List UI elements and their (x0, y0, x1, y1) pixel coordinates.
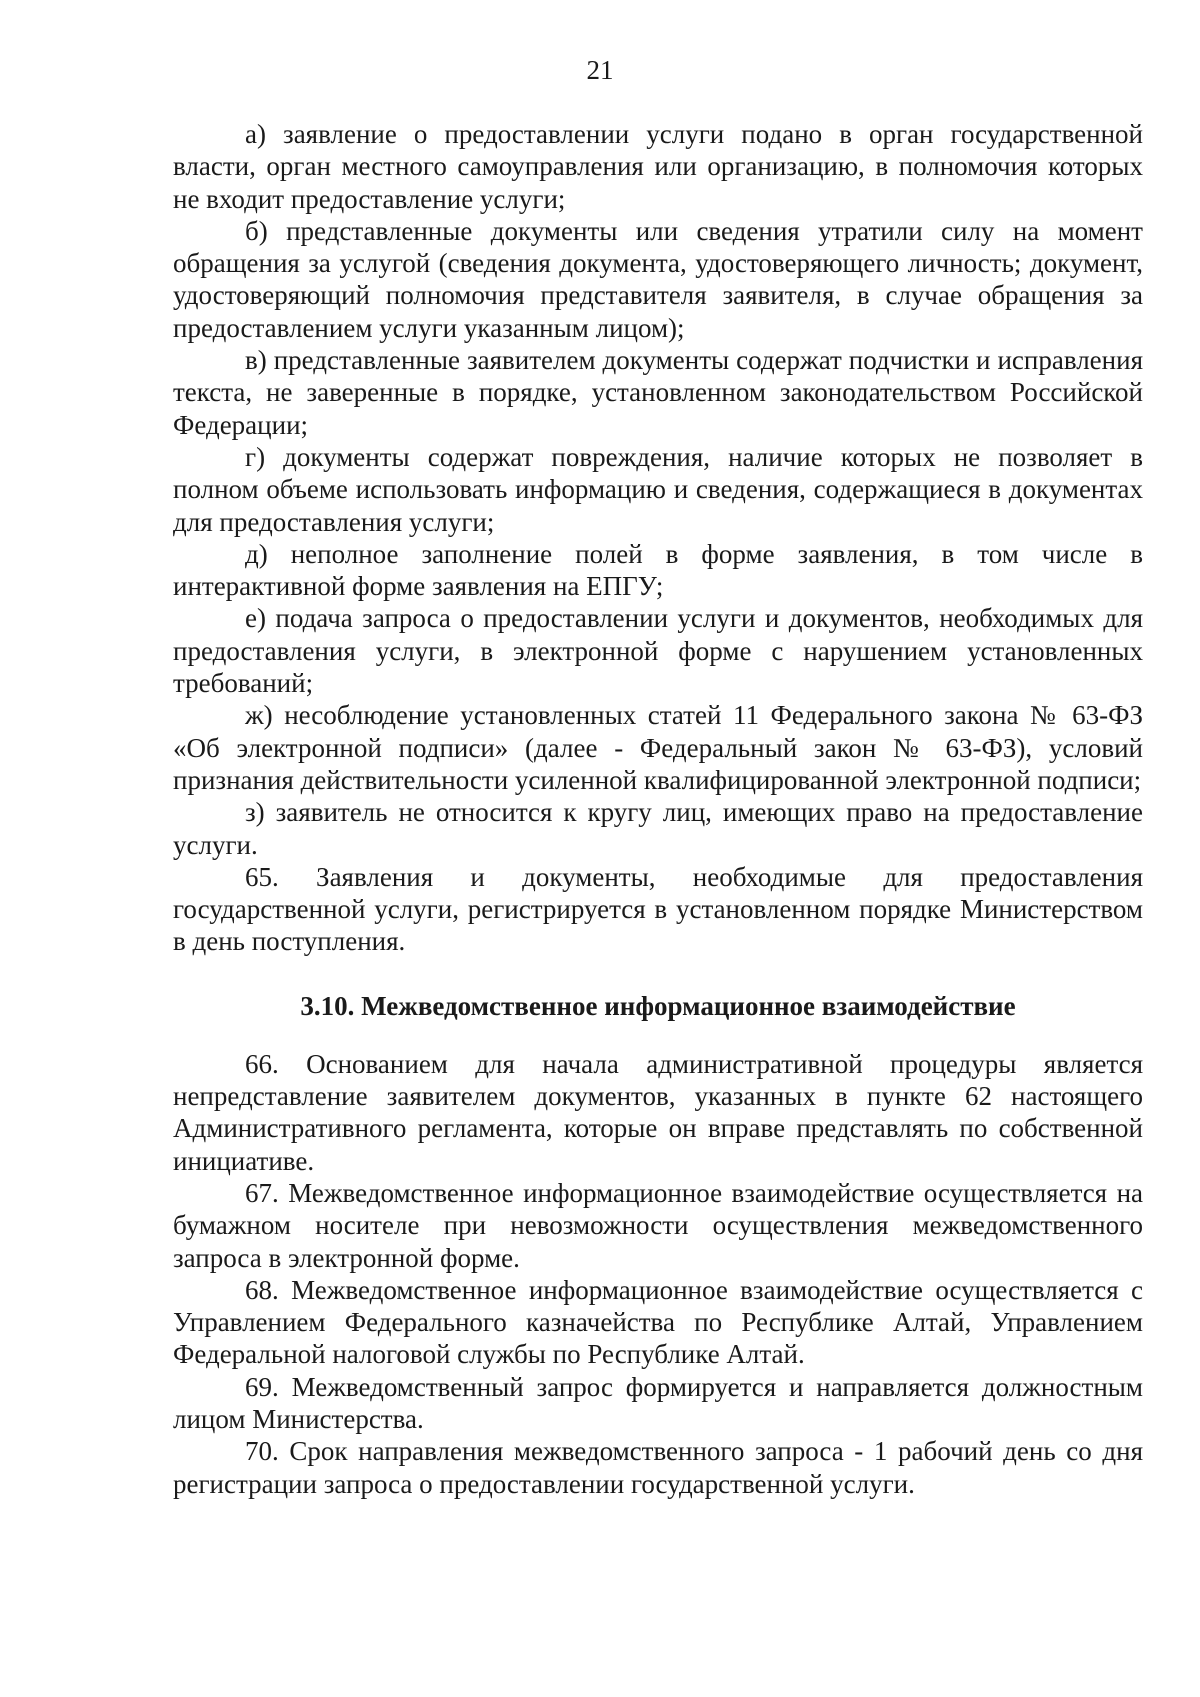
paragraph-d: д) неполное заполнение полей в форме заявления, в том числе в интерактивной форме заявления на ЕПГУ; (173, 538, 1143, 602)
paragraph-70: 70. Срок направления межведомственного запроса - 1 рабочий день со дня регистрации запроса о предоставлении государственной услуги. (173, 1436, 1143, 1499)
section-spacer (173, 958, 1143, 966)
paragraph-65: 65. Заявления и документы, необходимые для предоставления государственной услуги, регистрируется в установленном порядке Министерством в день поступления. (173, 861, 1143, 957)
paragraph-a: а) заявление о предоставлении услуги подано в орган государственной власти, орган местного самоуправления или организацию, в полномочия которых не входит предоставление услуги; (173, 119, 1143, 214)
paragraph-69: 69. Межведомственный запрос формируется и направляется должностным лицом Министерства. (173, 1371, 1143, 1434)
paragraph-zh: ж) несоблюдение установленных статей 11 Федерального закона № 63-ФЗ «Об электронной подписи» (далее - Федеральный закон № 63-ФЗ), условий признания действительности усиленной квалифицированной электронной подписи; (173, 700, 1143, 795)
section-heading: 3.10. Межведомственное информационное взаимодействие (300, 990, 1016, 1021)
paragraph-68: 68. Межведомственное информационное взаимодействие осуществляется с Управлением Федерального казначейства по Республике Алтай, Управлением Федеральной налоговой службы по Республике Алтай. (173, 1274, 1143, 1370)
page-number: 21 (586, 55, 614, 85)
paragraph-e: е) подача запроса о предоставлении услуги и документов, необходимых для предоставления услуги, в электронной форме с нарушением установленных требований; (173, 603, 1143, 699)
paragraph-b: б) представленные документы или сведения утратили силу на момент обращения за услугой (сведения документа, удостоверяющего личность; документ, удостоверяющий полномочия представителя заявителя, в случае обращения за предоставлением услуги указанным лицом); (173, 215, 1143, 343)
paragraph-g: г) документы содержат повреждения, наличие которых не позволяет в полном объеме использовать информацию и сведения, содержащиеся в документах для предоставления услуги; (173, 441, 1143, 537)
paragraph-v: в) представленные заявителем документы содержат подчистки и исправления текста, не заверенные в порядке, установленном законодательством Российской Федерации; (173, 345, 1143, 440)
paragraph-66: 66. Основанием для начала административной процедуры является непредставление заявителем документов, указанных в пункте 62 настоящего Административного регламента, которые он вправе представлять по собственной инициативе. (173, 1048, 1143, 1176)
document-body (173, 118, 1143, 1500)
paragraph-z: з) заявитель не относится к кругу лиц, имеющих право на предоставление услуги. (173, 797, 1143, 860)
paragraph-67: 67. Межведомственное информационное взаимодействие осуществляется на бумажном носителе при невозможности осуществления межведомственного запроса в электронной форме. (173, 1177, 1143, 1273)
